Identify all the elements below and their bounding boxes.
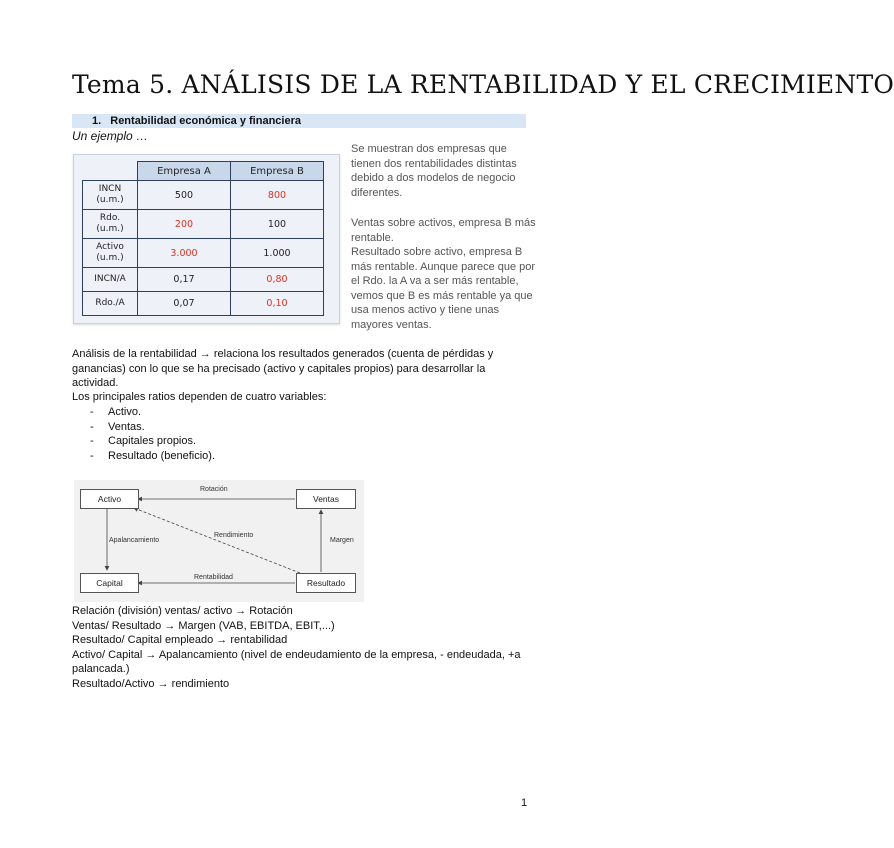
- cell-a: 3.000: [138, 239, 231, 268]
- side-explanation-2: [351, 216, 536, 332]
- cell-a: 200: [138, 210, 231, 239]
- table-corner: [83, 162, 138, 181]
- cell-b: 100: [231, 210, 324, 239]
- node-capital: Capital: [80, 573, 139, 593]
- list-item: - Capitales propios.: [72, 434, 215, 449]
- list-item: - Resultado (beneficio).: [72, 449, 215, 464]
- table-row: [83, 181, 324, 210]
- section-label: Rentabilidad económica y financiera: [110, 115, 301, 127]
- row-label: Rdo./A: [83, 292, 138, 316]
- ratios-intro: Los principales ratios dependen de cuatro variables:: [72, 391, 327, 403]
- node-activo: Activo: [80, 489, 139, 509]
- row-label: Activo (u.m.): [83, 239, 138, 268]
- relation-line: Relación (división) ventas/ activo → Rotación: [72, 605, 293, 617]
- relations-list: [72, 604, 530, 691]
- page-title: Tema 5. ANÁLISIS DE LA RENTABILIDAD Y EL CRECIMIENTO: [72, 70, 894, 99]
- relation-line: Resultado/ Capital empleado → rentabilidad: [72, 634, 288, 646]
- side-explanation-ventas: Ventas sobre activos, empresa B más rentable.: [351, 217, 536, 244]
- label-rentabilidad: Rentabilidad: [194, 574, 233, 581]
- cell-b: 800: [231, 181, 324, 210]
- node-resultado: Resultado: [296, 573, 356, 593]
- table-row: [83, 268, 324, 292]
- comparison-table: [73, 154, 340, 324]
- section-heading: [72, 114, 526, 128]
- cell-b: 1.000: [231, 239, 324, 268]
- side-explanation-resultado: Resultado sobre activo, empresa B más rentable. Aunque parece que por el Rdo. la A va a ser más rentable, vemos que B es más rentable ya que usa menos activo y tiene unas mayores ventas.: [351, 246, 536, 331]
- list-item: - Ventas.: [72, 420, 215, 435]
- row-label: INCN/A: [83, 268, 138, 292]
- variables-list: [72, 405, 215, 463]
- analysis-paragraph: Análisis de la rentabilidad → relaciona los resultados generados (cuenta de pérdidas y ganancias) con lo que se ha precisado (activo y capitales propios) para desarrollar la actividad.: [72, 348, 494, 389]
- section-number: 1.: [92, 115, 102, 127]
- label-rendimiento: Rendimiento: [214, 532, 254, 539]
- table-row: [83, 239, 324, 268]
- cell-b: 0,80: [231, 268, 324, 292]
- relation-line: Ventas/ Resultado → Margen (VAB, EBITDA, EBIT,...): [72, 619, 335, 632]
- cell-a: 0,17: [138, 268, 231, 292]
- header-empresa-a: Empresa A: [138, 162, 231, 181]
- cell-a: 500: [138, 181, 231, 210]
- label-margen: Margen: [330, 537, 354, 544]
- cell-a: 0,07: [138, 292, 231, 316]
- table-row: [83, 210, 324, 239]
- label-rotacion: Rotación: [200, 486, 228, 493]
- list-item: - Activo.: [72, 405, 215, 420]
- table-row: [83, 292, 324, 316]
- node-ventas: Ventas: [296, 489, 356, 509]
- label-apalancamiento: Apalancamiento: [109, 537, 160, 544]
- side-explanation-1: Se muestran dos empresas que tienen dos rentabilidades distintas debido a dos modelos de negocio diferentes.: [351, 143, 517, 199]
- header-empresa-b: Empresa B: [231, 162, 324, 181]
- relation-line: Activo/ Capital → Apalancamiento (nivel de endeudamiento de la empresa, - endeudada, +a palancada.): [72, 648, 521, 675]
- ratio-diagram: [74, 480, 364, 602]
- row-label: INCN (u.m.): [83, 181, 138, 210]
- row-label: Rdo. (u.m.): [83, 210, 138, 239]
- example-subtitle: Un ejemplo …: [72, 129, 149, 143]
- relation-line: Resultado/Activo → rendimiento: [72, 677, 230, 690]
- cell-b: 0,10: [231, 292, 324, 316]
- page-number: 1: [521, 797, 528, 809]
